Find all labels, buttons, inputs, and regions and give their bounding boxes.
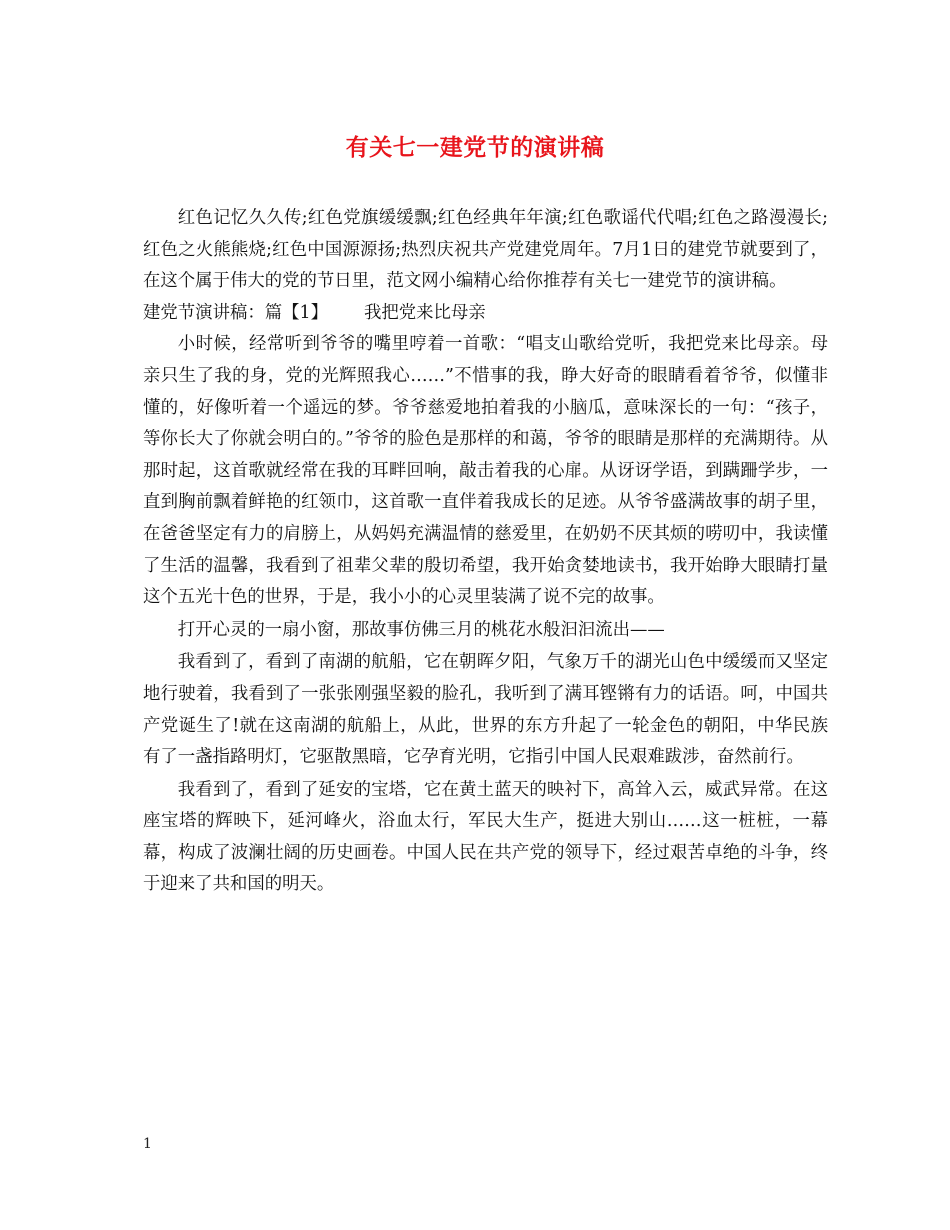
body-paragraph: 我看到了，看到了南湖的航船，它在朝晖夕阳，气象万千的湖光山色中缓缓而又坚定地行驶着，我看到了一张张刚强坚毅的脸孔，我听到了满耳铿锵有力的话语。呵，中国共产党诞生了!就在这南湖的航船上，从此，世界的东方升起了一轮金色的朝阳，中华民族有了一盏指路明灯，它驱散黑暗，它孕育光明，它指引中国人民艰难跋涉，奋然前行。 <box>143 652 828 768</box>
document-body <box>143 203 828 901</box>
body-paragraph: 我看到了，看到了延安的宝塔，它在黄土蓝天的映衬下，高耸入云，威武异常。在这座宝塔的辉映下，延河峰火，浴血太行，军民大生产，挺进大别山……这一桩桩，一幕幕，构成了波澜壮阔的历史画卷。中国人民在共产党的领导下，经过艰苦卓绝的斗争，终于迎来了共和国的明天。 <box>143 779 828 895</box>
document-title: 有关七一建党节的演讲稿 <box>345 134 605 161</box>
body-paragraph: 打开心灵的一扇小窗，那故事仿佛三月的桃花水般汩汩流出—— <box>177 619 665 640</box>
section-heading <box>143 298 828 330</box>
section-label: 建党节演讲稿：篇【1】 <box>143 302 328 323</box>
intro-paragraph: 红色记忆久久传;红色党旗缓缓飘;红色经典年年演;红色歌谣代代唱;红色之路漫漫长;红色之火熊熊烧;红色中国源源扬;热烈庆祝共产党建党周年。7月1日的建党节就要到了，在这个属于伟大的党的节日里，范文网小编精心给你推荐有关七一建党节的演讲稿。 <box>143 208 828 292</box>
body-paragraph: 小时候，经常听到爷爷的嘴里哼着一首歌：“唱支山歌给党听，我把党来比母亲。母亲只生了我的身，党的光辉照我心……”不惜事的我，睁大好奇的眼睛看着爷爷，似懂非懂的，好像听着一个遥远的梦。爷爷慈爱地拍着我的小脑瓜，意味深长的一句：“孩子，等你长大了你就会明白的。”爷爷的脸色是那样的和蔼，爷爷的眼睛是那样的充满期待。从那时起，这首歌就经常在我的耳畔回响，敲击着我的心扉。从讶讶学语，到蹒跚学步，一直到胸前飘着鲜艳的红领巾，这首歌一直伴着我成长的足迹。从爷爷盛满故事的胡子里，在爸爸坚定有力的肩膀上，从妈妈充满温情的慈爱里，在奶奶不厌其烦的唠叨中，我读懂了生活的温馨，我看到了祖辈父辈的殷切希望，我开始贪婪地读书，我开始睁大眼睛打量这个五光十色的世界，于是，我小小的心灵里装满了说不完的故事。 <box>143 334 828 608</box>
page-number: 1 <box>143 1136 152 1152</box>
section-title: 我把党来比母亲 <box>363 302 486 323</box>
